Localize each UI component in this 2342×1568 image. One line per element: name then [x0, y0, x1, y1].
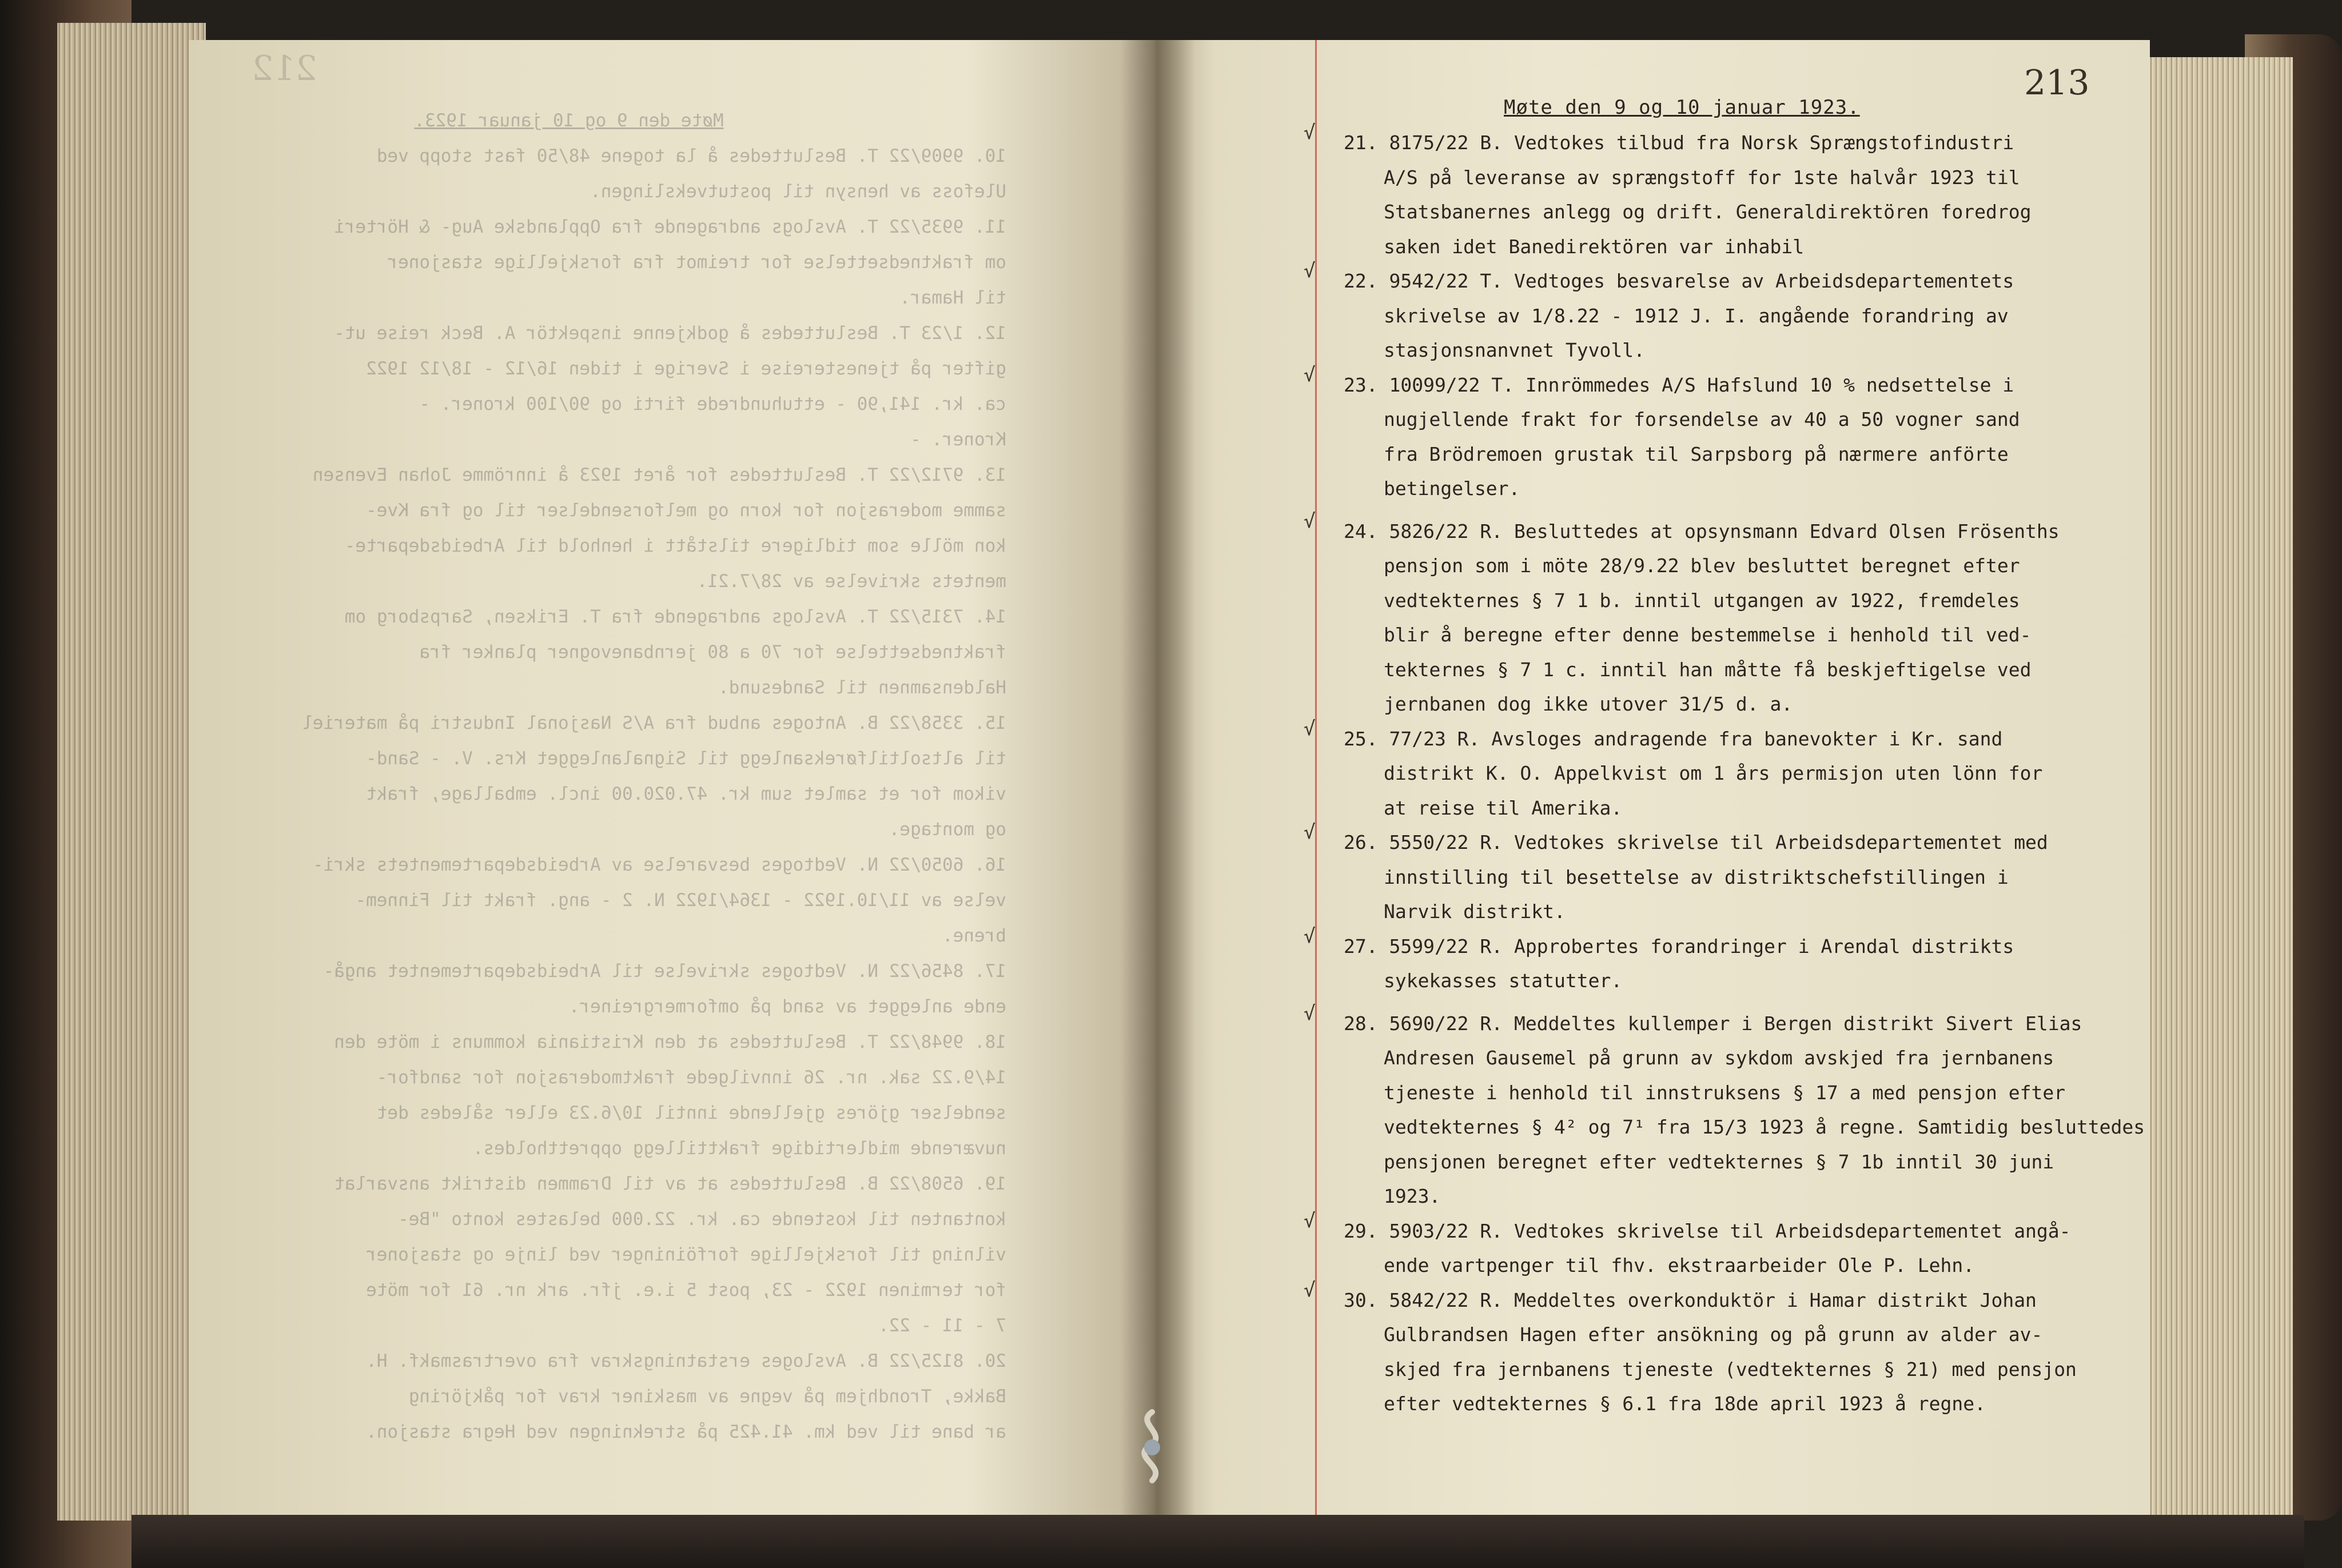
minute-line: Gulbrandsen Hagen efter ansökning og på grunn av alder av-: [1384, 1323, 2043, 1346]
minute-line: saken idet Banedirektören var inhabil: [1384, 235, 1805, 258]
minute-line: Statsbanernes anlegg og drift. Generaldirektören foredrog: [1384, 201, 2032, 223]
page-edges-left: [57, 23, 206, 1521]
minute-line: vedtekternes § 4² og 7¹ fra 15/3 1923 å regne. Samtidig besluttedes: [1384, 1116, 2145, 1138]
bleed-line: 12. 1/23 T. Besluttedes å godkjenne inspektör A. Beck reise ut-: [334, 323, 1006, 344]
minute-line: blir å beregne efter denne bestemmelse i henhold til ved-: [1384, 624, 2032, 646]
minute-entry: [1304, 717, 2144, 826]
minute-line: Andresen Gausemel på grunn av sykdom avskjed fra jernbanens: [1384, 1047, 2054, 1069]
bleed-line: 19. 6508/22 B. Besluttedes at av til Drammen distrikt ansvarlat: [334, 1174, 1006, 1194]
minute-line: 1923.: [1384, 1185, 1441, 1207]
bleed-line: 11. 9935/22 T. Avslogs andragende fra Opplandske Aug- & Hörteri: [334, 217, 1006, 237]
bleed-line: 14/9.22 sak. nr. 26 innvilgede fraktmoderasjon for sandfor-: [376, 1067, 1006, 1088]
minute-entry: [1304, 121, 2144, 264]
checkmark-icon: √: [1304, 509, 1316, 533]
checkmark-icon: √: [1304, 121, 1316, 144]
minute-line: A/S på leveranse av sprængstoff for 1ste halvår 1923 til: [1384, 166, 2020, 189]
minute-line: tekternes § 7 1 c. inntil han måtte få beskjeftigelse ved: [1384, 658, 2032, 681]
bleed-line: om fraktnedsettelse for treimot fra forskjellige stasjoner: [387, 252, 1006, 273]
page-number: 213: [2024, 63, 2090, 103]
bleed-line: fraktnedsettelse for 70 a 80 jernbanevogner planker fra: [419, 642, 1006, 663]
page-edges-right: [2138, 57, 2293, 1521]
minute-line: skjed fra jernbanens tjeneste (vedtekternes § 21) med pensjon: [1384, 1358, 2077, 1381]
bleed-line: 13. 9712/22 T. Besluttedes for året 1923 å innrömme Johan Evensen: [312, 465, 1006, 485]
bleed-line: 15. 3358/22 B. Antoges anbud fra A/S Nasjonal Industri på materiel: [302, 713, 1006, 733]
bleed-line: Kroner. -: [910, 429, 1006, 450]
minute-entry: [1304, 1209, 2144, 1283]
bleed-line: Haldensamnen til Sandesund.: [718, 677, 1006, 698]
bleed-line: kontanten til kostende ca. kr. 22.000 belastes konto "Be-: [398, 1209, 1006, 1230]
checkmark-icon: √: [1304, 821, 1316, 844]
minute-line: efter vedtekternes § 6.1 fra 18de april 1923 å regne.: [1384, 1393, 1986, 1415]
minute-line: sykekasses statutter.: [1384, 969, 1623, 992]
minute-line: 22. 9542/22 T. Vedtoges besvarelse av Arbeidsdepartementets: [1344, 270, 2014, 292]
minutes-body: [1304, 121, 2145, 1422]
bleed-line: nuværende midlertidige frakttillegg opprettholdes.: [472, 1138, 1006, 1159]
minute-entry: [1304, 924, 2144, 999]
minute-line: pensjon som i möte 28/9.22 blev besluttet beregnet efter: [1384, 554, 2020, 577]
minute-line: Narvik distrikt.: [1384, 900, 1566, 923]
bleed-line: brene.: [942, 925, 1006, 946]
minute-line: 25. 77/23 R. Avsloges andragende fra banevokter i Kr. sand: [1344, 727, 2003, 750]
checkmark-icon: √: [1304, 1278, 1316, 1302]
left-page-bleed-header: Møte den 9 og 10 januar 1923.: [414, 110, 724, 131]
bleed-line: ende anlegget av sand på omformergreiner.: [568, 996, 1006, 1017]
minute-line: pensjonen beregnet efter vedtekternes § 7 1b inntil 30 juni: [1384, 1150, 2054, 1173]
minute-line: 30. 5842/22 R. Meddeltes overkonduktör i Hamar distrikt Johan: [1344, 1288, 2037, 1311]
checkmark-icon: √: [1304, 1209, 1316, 1232]
minute-line: 26. 5550/22 R. Vedtokes skrivelse til Arbeidsdepartementet med: [1344, 831, 2048, 853]
minute-line: jernbanen dog ikke utover 31/5 d. a.: [1384, 693, 1793, 715]
checkmark-icon: √: [1304, 717, 1316, 740]
bleed-line: og montage.: [889, 819, 1006, 840]
checkmark-icon: √: [1304, 924, 1316, 948]
binding-thread-icon: [1129, 1406, 1175, 1486]
checkmark-icon: √: [1304, 363, 1316, 386]
minute-entry: [1304, 260, 2144, 368]
checkmark-icon: √: [1304, 1002, 1316, 1025]
minute-line: innstilling til besettelse av distriktschefstillingen i: [1384, 865, 2009, 888]
minute-line: 27. 5599/22 R. Approbertes forandringer i Arendal distrikts: [1344, 935, 2014, 957]
bleed-line: gifter på tjenestereise i Sverige i tiden 16/12 - 18/12 1922: [366, 358, 1006, 379]
book-gutter: [1121, 40, 1195, 1526]
bleed-line: 18. 9948/22 T. Besluttedes at den Kristiania kommuns i möte den: [334, 1032, 1006, 1052]
minute-line: stasjonsnanvnet Tyvoll.: [1384, 339, 1645, 361]
bleed-line: 7 - 11 - 22.: [878, 1315, 1006, 1336]
minute-line: skrivelse av 1/8.22 - 1912 J. I. angående forandring av: [1384, 304, 2009, 327]
bleed-line: ca. kr. 141,90 - ettuhundrede firti og 90/100 kroner. -: [419, 394, 1006, 414]
meeting-header: Møte den 9 og 10 januar 1923.: [1504, 96, 1860, 119]
checkmark-icon: √: [1304, 260, 1316, 282]
bleed-line: 16. 6050/22 N. Vedtoges besvarelse av Arbeidsdepartementets skri-: [312, 855, 1006, 875]
bleed-line: vikom for et samlet sum kr. 47.020.00 incl. emballage, frakt: [366, 784, 1006, 804]
bleed-line: mentets skrivelse av 28/7.21.: [696, 571, 1006, 592]
bleed-line: til Hamar.: [899, 288, 1006, 308]
bleed-line: for terminen 1922 - 23, post 5 i.e. jfr. ark nr. 61 for möte: [366, 1280, 1006, 1300]
minute-entry: [1304, 821, 2144, 929]
minute-line: 28. 5690/22 R. Meddeltes kullemper i Bergen distrikt Sivert Elias: [1344, 1012, 2082, 1035]
bleed-line: sendelser gjöres gjellende inntil 10/6.23 eller således det: [376, 1103, 1006, 1123]
left-page-number-bleed: 212: [252, 49, 317, 89]
bleed-line: ar bane til ved km. 41.425 på strekningen ved Hegra stasjon.: [366, 1422, 1006, 1442]
bleed-line: 14. 7315/22 T. Avslogs andragende fra T. Eriksen, Sarpsborg om: [344, 607, 1006, 627]
bleed-line: 10. 9909/22 T. Besluttedes å la togene 48/50 fast stopp ved: [376, 146, 1006, 166]
minute-entry: [1304, 363, 2144, 506]
bleed-line: 20. 8125/22 B. Avsloges erstatningskrav fra overtrasmakf. H.: [366, 1351, 1006, 1371]
minute-entry: [1304, 509, 2144, 722]
minute-line: 21. 8175/22 B. Vedtokes tilbud fra Norsk Sprængstofindustri: [1344, 131, 2014, 154]
minute-entry: [1304, 1278, 2144, 1422]
minute-line: tjeneste i henhold til innstruksens § 17 a med pensjon efter: [1384, 1081, 2066, 1104]
minute-line: ende vartpenger til fhv. ekstraarbeider Ole P. Lehn.: [1384, 1254, 1975, 1276]
minute-line: at reise til Amerika.: [1384, 796, 1623, 819]
bleed-line: velse av 11/10.1922 - 1364/1922 N. 2 - ang. frakt til Finnem-: [355, 890, 1006, 911]
bleed-line: vilning til forskjellige forföininger ved linje og stasjoner: [366, 1244, 1006, 1265]
minute-entry: [1304, 1002, 2145, 1214]
minute-line: 29. 5903/22 R. Vedtokes skrivelse til Arbeidsdepartementet angå-: [1344, 1219, 2071, 1242]
left-page-bleed-text: [246, 103, 1006, 1450]
minute-line: vedtekternes § 7 1 b. inntil utgangen av 1922, fremdeles: [1384, 589, 2020, 612]
bleed-line: Bakke, Trondhjem på vegne av maskiner krav for påkjöring: [408, 1386, 1006, 1407]
minute-line: fra Brödremoen grustak til Sarpsborg på nærmere anförte: [1384, 442, 2009, 465]
bleed-line: kon mölle som tidligere tilstått i henhold til Arbeidsdeparte-: [344, 536, 1006, 556]
bleed-line: 17. 8456/22 N. Vedtoges skrivelse til Arbeidsdepartementet angå-: [323, 961, 1006, 982]
table-surface: [132, 1515, 2304, 1568]
minute-line: 23. 10099/22 T. Innrömmedes A/S Hafslund 10 % nedsettelse i: [1344, 373, 2014, 396]
minute-line: nugjellende frakt for forsendelse av 40 a 50 vogner sand: [1384, 408, 2020, 430]
bleed-line: samme moderasjon for korn og melforsendelser til og fra Kve-: [366, 500, 1006, 521]
minute-line: 24. 5826/22 R. Besluttedes at opsynsmann Edvard Olsen Frösenths: [1344, 520, 2060, 542]
minute-line: betingelser.: [1384, 477, 1520, 500]
minute-line: distrikt K. O. Appelkvist om 1 års permisjon uten lönn for: [1384, 762, 2043, 784]
bleed-line: til altsoltilføreksanlegg til Signalanlegget Krs. V. - Sand-: [366, 748, 1006, 769]
bleed-line: Ulefoss av hensyn til postutvekslingen.: [590, 181, 1006, 202]
